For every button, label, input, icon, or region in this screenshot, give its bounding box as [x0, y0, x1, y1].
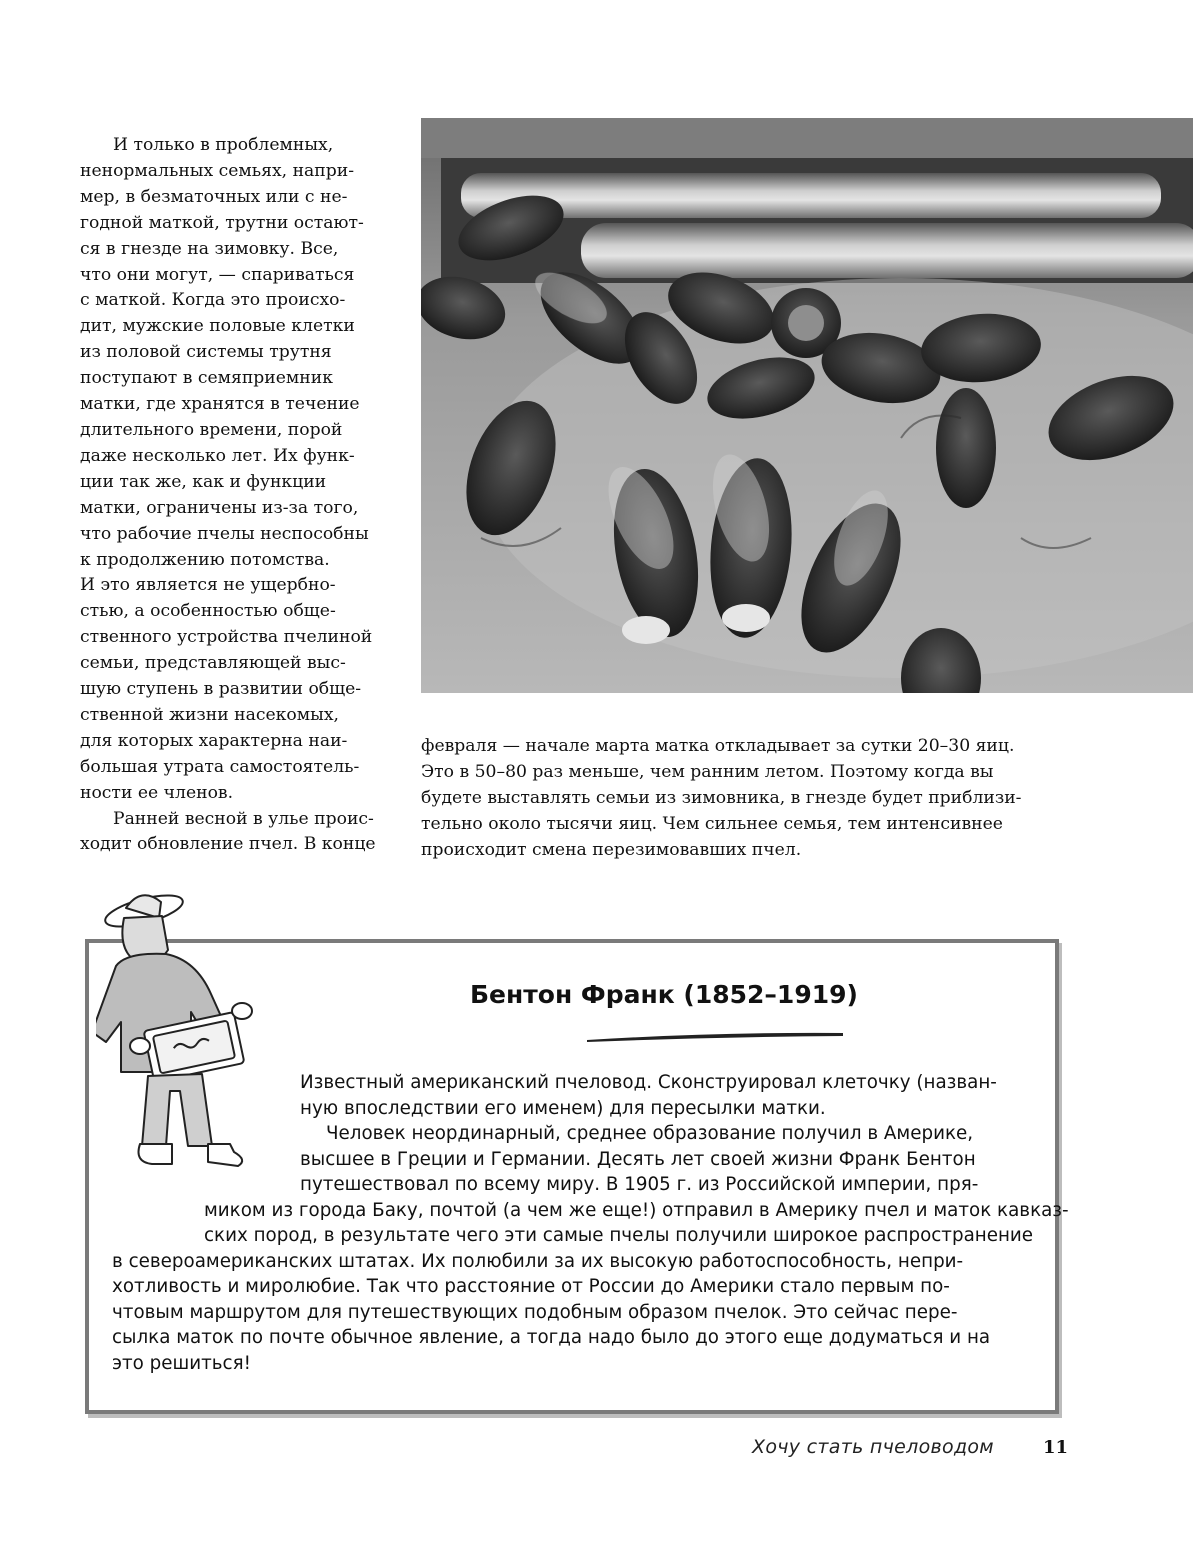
text-line: годной маткой, трутни остают- [80, 212, 364, 233]
text-line: для которых характерна наи- [80, 730, 348, 751]
text-line: ходит обновление пчел. В конце [80, 834, 376, 855]
text-line: семьи, представляющей выс- [80, 653, 346, 674]
text-line: Это в 50–80 раз меньше, чем ранним летом. Поэтому когда вы [421, 762, 994, 782]
text-line: миком из города Баку, почтой (а чем же еще!) отправил в Америку пчел и маток кавказ- [204, 1199, 1069, 1221]
text-line: ственной жизни насекомых, [80, 704, 339, 725]
text-line: ских пород, в результате чего эти самые пчелы получили широкое распространение [204, 1225, 1034, 1246]
text-line: И это является не ущербно- [80, 575, 336, 596]
text-line: Человек неординарный, среднее образование получил в Америке, [326, 1123, 974, 1144]
text-line: к продолжению потомства. [80, 549, 330, 570]
bees-photo [421, 118, 1193, 693]
text-line: из половой системы трутня [80, 342, 332, 363]
text-line: матки, ограничены из-за того, [80, 497, 359, 518]
text-line: сылка маток по почте обычное явление, а тогда надо было до этого еще додуматься и на [112, 1327, 991, 1348]
text-line: ся в гнезде на зимовку. Все, [80, 238, 339, 259]
text-line: происходит смена перезимовавших пчел. [421, 840, 802, 860]
text-line: что рабочие пчелы неспособны [80, 523, 369, 544]
text-line: большая утрата самостоятель- [80, 756, 360, 777]
title-underline [585, 1030, 845, 1044]
text-line: ненормальных семьях, напри- [80, 160, 355, 181]
text-line: чтовым маршрутом для путешествующих подобным образом пчелок. Это сейчас пере- [112, 1301, 958, 1323]
text-line: матки, где хранятся в течение [80, 394, 360, 415]
text-line: с маткой. Когда это происхо- [80, 290, 346, 311]
text-line: длительного времени, порой [80, 419, 343, 440]
biography-title: Бентон Франк (1852–1919) [470, 980, 858, 1009]
text-line: ную впоследствии его именем) для пересылки матки. [300, 1097, 826, 1119]
text-line: Известный американский пчеловод. Сконструировал клеточку (назван- [300, 1072, 997, 1093]
text-line: ности ее членов. [80, 782, 234, 803]
text-line: это решиться! [112, 1352, 251, 1374]
text-line: февраля — начале марта матка откладывает за сутки 20–30 яиц. [421, 736, 1015, 756]
text-line: что они могут, — спариваться [80, 264, 355, 285]
text-line: хотливость и миролюбие. Так что расстояние от России до Америки стало первым по- [112, 1276, 950, 1297]
bees-photo-image [421, 118, 1193, 693]
text-line: путешествовал по всему миру. В 1905 г. из Российской империи, пря- [300, 1174, 979, 1195]
text-line: мер, в безматочных или с не- [80, 186, 348, 207]
text-line: ственного устройства пчелиной [80, 627, 373, 648]
text-line: Ранней весной в улье проис- [113, 808, 374, 829]
biography-text [112, 1070, 1069, 1376]
text-line: тельно около тысячи яиц. Чем сильнее семья, тем интенсивнее [421, 814, 1003, 834]
text-line: И только в проблемных, [113, 135, 334, 155]
page-number: 11 [1043, 1437, 1069, 1458]
beekeeper-illustration [96, 886, 286, 1176]
text-line: в североамериканских штатах. Их полюбили за их высокую работоспособность, непри- [112, 1250, 964, 1272]
text-line: дит, мужские половые клетки [80, 316, 355, 337]
text-line: поступают в семяприемник [80, 368, 333, 389]
text-line: стью, а особенностью обще- [80, 601, 336, 622]
text-line: даже несколько лет. Их функ- [80, 445, 355, 466]
text-line: ции так же, как и функции [80, 471, 327, 492]
text-line: будете выставлять семьи из зимовника, в гнезде будет приблизи- [421, 788, 1022, 808]
left-column-text [80, 133, 382, 858]
running-footer-book-title: Хочу стать пчеловодом [752, 1436, 994, 1458]
text-line: шую ступень в развитии обще- [80, 679, 362, 700]
text-line: высшее в Греции и Германии. Десять лет своей жизни Франк Бентон [300, 1148, 976, 1170]
right-column-text [421, 733, 1041, 863]
